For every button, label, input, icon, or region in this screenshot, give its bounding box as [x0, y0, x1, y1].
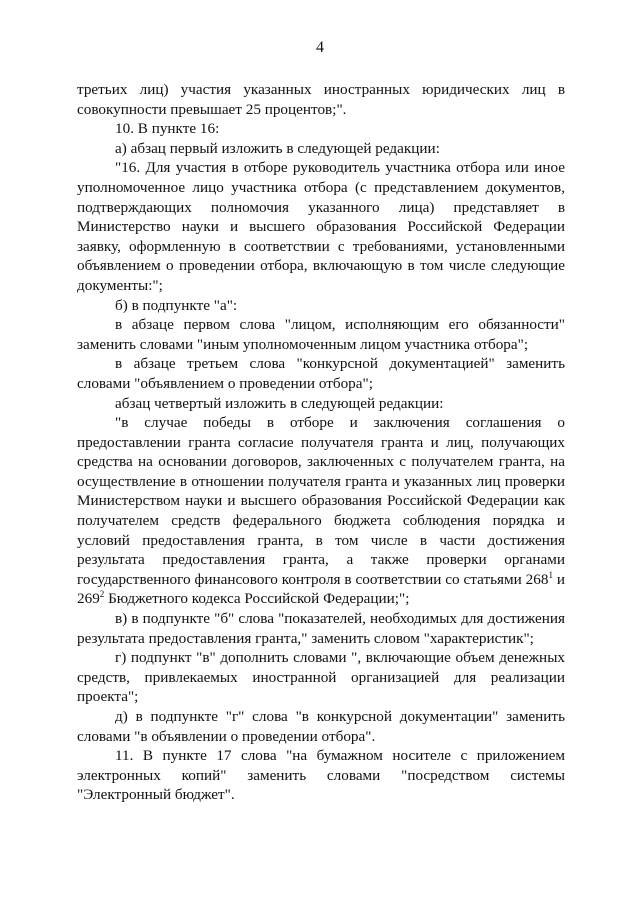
paragraph: б) в подпункте "а":: [115, 296, 238, 314]
paragraph: а) абзац первый изложить в следующей редакции:: [115, 139, 440, 157]
paragraph: в) в подпункте "б" слова "показателей, необходимых для достижения результата предоставления гранта," заменить словом "характеристик";: [77, 610, 565, 647]
paragraph: в абзаце третьем слова "конкурсной документацией" заменить словами "объявлением о проведении отбора";: [77, 355, 565, 392]
paragraph-text: "в случае победы в отборе и заключения соглашения о предоставлении гранта согласие получателя гранта и лиц, получающих средства на основании договоров, заключенных с получателем гранта, на осуществление в отношении получателя гранта и указанных лиц проверки Министерством науки и высшего образования Российской Федерации как получателем средств федерального бюджета соблюдения порядка и условий предоставления гранта, в том числе в части достижения результата предоставления гранта, а также проверки органами государственного финансового контроля в соответствии со статьями: [77, 414, 565, 588]
paragraph: [77, 413, 565, 609]
paragraph-text: Бюджетного кодекса Российской Федерации;";: [108, 590, 410, 608]
document-body: [77, 80, 565, 805]
conjunction: и: [556, 570, 566, 588]
paragraph: абзац четвертый изложить в следующей редакции:: [115, 394, 444, 412]
paragraph: д) в подпункте "г" слова "в конкурсной документации" заменить словами "в объявлении о проведении отбора".: [77, 708, 565, 745]
paragraph: г) подпункт "в" дополнить словами ", включающие объем денежных средств, привлекаемых иностранной организацией для реализации проекта";: [77, 649, 565, 706]
superscript: 2: [99, 589, 105, 600]
article-number: 268: [525, 570, 549, 588]
paragraph: "16. Для участия в отборе руководитель участника отбора или иное уполномоченное лицо участника отбора (с представлением документов, подтверждающих полномочия указанного лица) представляет в Министерство науки и высшего образования Российской Федерации заявку, оформленную в соответствии с требованиями, установленными объявлением о проведении отбора, включающую в том числе следующие документы:";: [77, 159, 565, 294]
paragraph: третьих лиц) участия указанных иностранных юридических лиц в совокупности превышает 25 процентов;".: [77, 81, 565, 118]
paragraph: в абзаце первом слова "лицом, исполняющим его обязанности" заменить словами "иным уполномоченным лицом участника отбора";: [77, 316, 565, 353]
page-number: 4: [316, 39, 324, 56]
paragraph: 10. В пункте 16:: [115, 120, 220, 138]
paragraph: 11. В пункте 17 слова "на бумажном носителе с приложением электронных копий" заменить словами "посредством системы "Электронный бюджет".: [77, 747, 565, 804]
superscript: 1: [548, 569, 553, 580]
article-number: 269: [77, 590, 100, 608]
